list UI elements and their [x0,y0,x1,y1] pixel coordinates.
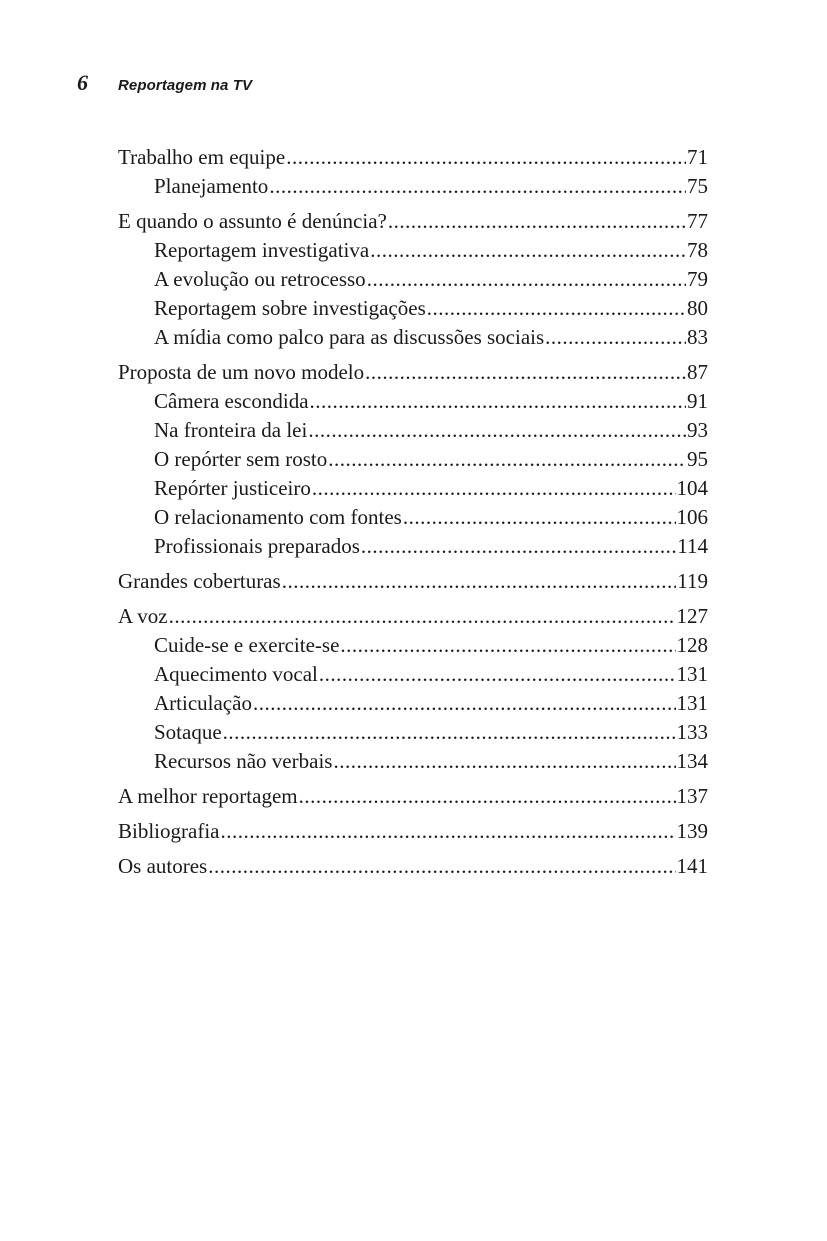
toc-entry-title: O repórter sem rosto [154,447,328,471]
toc-entry [118,387,708,416]
toc-entry-page: 91 [687,389,708,413]
toc-entry-page: 131 [676,662,708,686]
dot-leader [312,474,676,503]
toc-entry-title: Cuide-se e exercite-se [154,633,340,657]
toc-entry [118,532,708,561]
toc-entry-page: 114 [677,534,708,558]
toc-entry [118,416,708,445]
toc-entry-page: 131 [676,691,708,715]
toc-entry-page: 106 [676,505,708,529]
toc-entry-page: 128 [676,633,708,657]
toc-entry-title: A voz [118,604,168,628]
toc-entry-page: 87 [687,360,708,384]
dot-leader [286,143,686,172]
toc-entry-page: 133 [676,720,708,744]
toc-entry [118,323,708,352]
dot-leader [223,718,676,747]
toc-entry-page: 80 [687,296,708,320]
dot-leader [282,567,677,596]
toc-entry [118,689,708,718]
dot-leader [427,294,686,323]
dot-leader [208,852,675,881]
toc-entry-page: 119 [677,569,708,593]
dot-leader [319,660,676,689]
toc-entry-page: 77 [687,209,708,233]
toc-entry [118,236,708,265]
toc-entry-title: Proposta de um novo modelo [118,360,365,384]
toc-entry [118,718,708,747]
toc-entry-title: Profissionais preparados [154,534,360,558]
toc-entry-page: 134 [676,749,708,773]
dot-leader [269,172,686,201]
toc-entry-page: 93 [687,418,708,442]
toc-entry [118,817,708,846]
toc-entry [118,747,708,776]
toc-entry-title: Câmera escondida [154,389,309,413]
dot-leader [340,631,675,660]
toc-entry [118,503,708,532]
toc-entry-title: Planejamento [154,174,269,198]
dot-leader [361,532,676,561]
toc-entry-title: O relacionamento com fontes [154,505,402,529]
dot-leader [333,747,675,776]
toc-entry-title: Repórter justiceiro [154,476,311,500]
dot-leader [310,387,686,416]
toc-entry-title: Reportagem sobre investigações [154,296,426,320]
toc-entry-page: 127 [676,604,708,628]
toc-entry [118,207,708,236]
toc-entry [118,143,708,172]
running-head [77,70,252,96]
dot-leader [370,236,686,265]
toc-entry-page: 141 [676,854,708,878]
toc-entry-title: Articulação [154,691,252,715]
book-title: Reportagem na TV [118,77,253,94]
toc-entry [118,445,708,474]
toc-entry [118,660,708,689]
toc-entry-page: 78 [687,238,708,262]
toc-entry-title: Reportagem investigativa [154,238,370,262]
toc-entry-page: 137 [676,784,708,808]
dot-leader [545,323,686,352]
toc-entry-title: Grandes coberturas [118,569,281,593]
toc-entry [118,358,708,387]
toc-entry [118,567,708,596]
toc-entry-page: 104 [676,476,708,500]
page-number: 6 [77,70,88,95]
dot-leader [253,689,676,718]
toc-entry-page: 139 [676,819,708,843]
toc-entry [118,294,708,323]
dot-leader [403,503,676,532]
toc-entry [118,631,708,660]
toc-entry [118,265,708,294]
dot-leader [367,265,686,294]
toc-entry-title: Bibliografia [118,819,220,843]
toc-entry-title: Recursos não verbais [154,749,333,773]
toc-entry-title: Aquecimento vocal [154,662,318,686]
toc-entry-page: 95 [687,447,708,471]
dot-leader [169,602,676,631]
toc-entry-title: Sotaque [154,720,222,744]
toc-entry [118,782,708,811]
table-of-contents [118,143,708,881]
toc-entry-title: Trabalho em equipe [118,145,286,169]
toc-entry-title: Os autores [118,854,208,878]
dot-leader [220,817,675,846]
dot-leader [388,207,686,236]
toc-entry [118,172,708,201]
dot-leader [308,416,686,445]
dot-leader [299,782,676,811]
toc-entry-title: A evolução ou retrocesso [154,267,366,291]
toc-entry [118,474,708,503]
dot-leader [328,445,686,474]
toc-entry-page: 79 [687,267,708,291]
toc-entry-title: A melhor reportagem [118,784,298,808]
toc-entry-title: A mídia como palco para as discussões sociais [154,325,545,349]
toc-entry-page: 71 [687,145,708,169]
toc-entry [118,852,708,881]
toc-entry-title: E quando o assunto é denúncia? [118,209,387,233]
toc-entry-title: Na fronteira da lei [154,418,308,442]
toc-entry-page: 83 [687,325,708,349]
toc-entry [118,602,708,631]
toc-entry-page: 75 [687,174,708,198]
dot-leader [365,358,686,387]
